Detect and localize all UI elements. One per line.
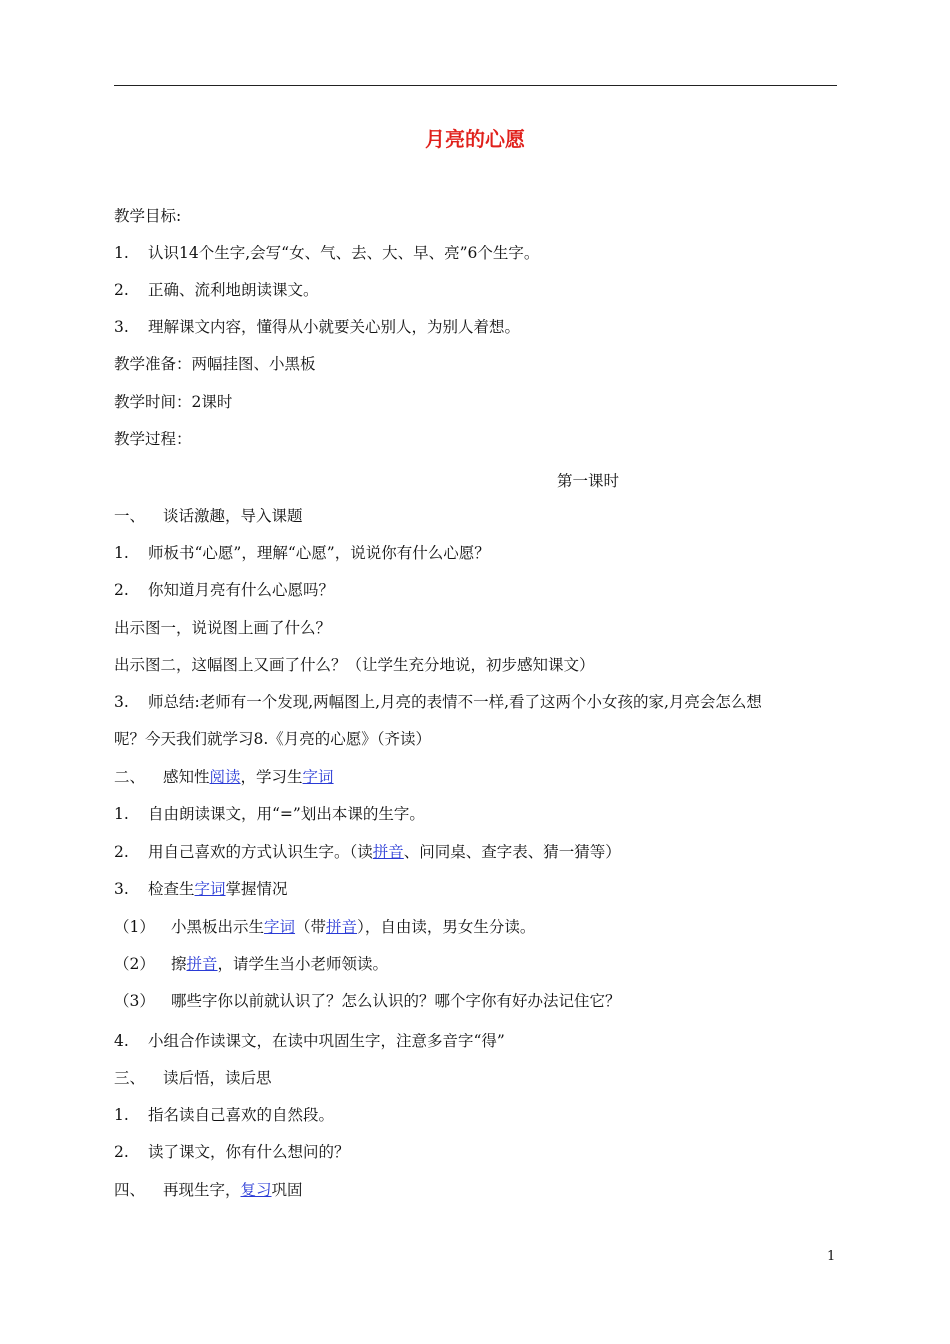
part2-item-1	[114, 804, 425, 824]
pinyin-link[interactable]: 拼音	[326, 918, 358, 936]
part2-item-2	[114, 842, 621, 862]
section-title-part: 再现生字，	[163, 1181, 241, 1199]
objectives-heading: 教学目标:	[114, 207, 182, 225]
sub-number: （2）	[114, 955, 155, 973]
item-text: 哪些字你以前就认识了？怎么认识的？哪个字你有好办法记住它？	[171, 992, 621, 1010]
section-number: 二、	[114, 768, 146, 786]
preparation-line: 教学准备：两幅挂图、小黑板	[114, 355, 316, 373]
part1-item-3-continued: 呢？今天我们就学习8.《月亮的心愿》（齐读）	[114, 730, 432, 748]
document-title: 月亮的心愿	[425, 127, 525, 151]
list-number: 2.	[114, 1143, 129, 1161]
words-link[interactable]: 字词	[302, 768, 334, 786]
part2-item-4	[114, 1031, 505, 1051]
part1-item-3	[114, 692, 762, 712]
sub-number: （1）	[114, 918, 155, 936]
item-text: （带	[295, 918, 327, 936]
section-number: 三、	[114, 1069, 146, 1087]
part4-heading	[114, 1180, 303, 1200]
pinyin-link[interactable]: 拼音	[186, 955, 218, 973]
item-text: 师板书“心愿”，理解“心愿”，说说你有什么心愿？	[148, 544, 490, 562]
item-text: ，请学生当小老师领读。	[217, 955, 389, 973]
list-number: 3.	[114, 693, 129, 711]
words-link[interactable]: 字词	[194, 880, 226, 898]
part2-sub-3	[114, 991, 621, 1011]
header-rule	[114, 85, 837, 86]
item-text: 小黑板出示生	[171, 918, 265, 936]
part3-item-2	[114, 1142, 350, 1162]
objective-3	[114, 317, 520, 337]
section-number: 一、	[114, 507, 146, 525]
part2-sub-1	[114, 917, 535, 937]
list-number: 1.	[114, 805, 129, 823]
objective-text: 正确、流利地朗读课文。	[148, 281, 319, 299]
page-number: 1	[827, 1249, 836, 1264]
item-text: 读了课文，你有什么想问的？	[148, 1143, 350, 1161]
list-number: 1.	[114, 1106, 129, 1124]
process-heading: 教学过程：	[114, 430, 192, 448]
part2-heading	[114, 767, 334, 787]
item-text: 掌握情况	[225, 880, 288, 898]
item-text: 检查生	[148, 880, 195, 898]
show-picture-1: 出示图一，说说图上画了什么？	[114, 619, 332, 637]
part1-item-1	[114, 543, 490, 563]
reading-link[interactable]: 阅读	[209, 768, 241, 786]
section-title: 读后悟，读后思	[163, 1069, 272, 1087]
review-link[interactable]: 复习	[240, 1181, 272, 1199]
show-picture-2: 出示图二，这幅图上又画了什么？（让学生充分地说，初步感知课文）	[114, 656, 595, 674]
section-title: 谈话激趣，导入课题	[163, 507, 303, 525]
item-text: ），自由读，男女生分读。	[357, 918, 536, 936]
pinyin-link[interactable]: 拼音	[372, 843, 404, 861]
part1-item-2	[114, 580, 334, 600]
item-text: 擦	[171, 955, 187, 973]
list-number: 2.	[114, 843, 129, 861]
item-text: 自由朗读课文，用“=”划出本课的生字。	[148, 805, 425, 823]
list-number: 2.	[114, 281, 129, 299]
item-text: 用自己喜欢的方式认识生字。（读	[148, 843, 373, 861]
item-text: 、问同桌、查字表、猜一猜等）	[403, 843, 621, 861]
list-number: 3.	[114, 880, 129, 898]
part2-sub-2	[114, 954, 388, 974]
part3-item-1	[114, 1105, 334, 1125]
item-text: 你知道月亮有什么心愿吗？	[148, 581, 335, 599]
words-link[interactable]: 字词	[264, 918, 296, 936]
section-title-part: 巩固	[271, 1181, 303, 1199]
list-number: 1.	[114, 244, 129, 262]
part3-heading	[114, 1068, 272, 1088]
list-number: 1.	[114, 544, 129, 562]
lesson-label: 第一课时	[557, 472, 620, 490]
part2-item-3	[114, 879, 288, 899]
objective-text: 认识14个生字,会写“女、气、去、大、早、亮”6个生字。	[148, 244, 540, 262]
section-title-part: ，学习生	[240, 768, 303, 786]
section-title-part: 感知性	[163, 768, 210, 786]
item-text: 师总结:老师有一个发现,两幅图上,月亮的表情不一样,看了这两个小女孩的家,月亮会怎么想	[148, 693, 762, 711]
objective-text: 理解课文内容，懂得从小就要关心别人，为别人着想。	[148, 318, 521, 336]
list-number: 2.	[114, 581, 129, 599]
objective-1	[114, 243, 539, 263]
objective-2	[114, 280, 319, 300]
sub-number: （3）	[114, 992, 155, 1010]
time-line: 教学时间：2课时	[114, 393, 233, 411]
list-number: 4.	[114, 1032, 129, 1050]
list-number: 3.	[114, 318, 129, 336]
part1-heading	[114, 506, 303, 526]
item-text: 小组合作读课文，在读中巩固生字，注意多音字“得”	[148, 1032, 505, 1050]
section-number: 四、	[114, 1181, 146, 1199]
item-text: 指名读自己喜欢的自然段。	[148, 1106, 335, 1124]
